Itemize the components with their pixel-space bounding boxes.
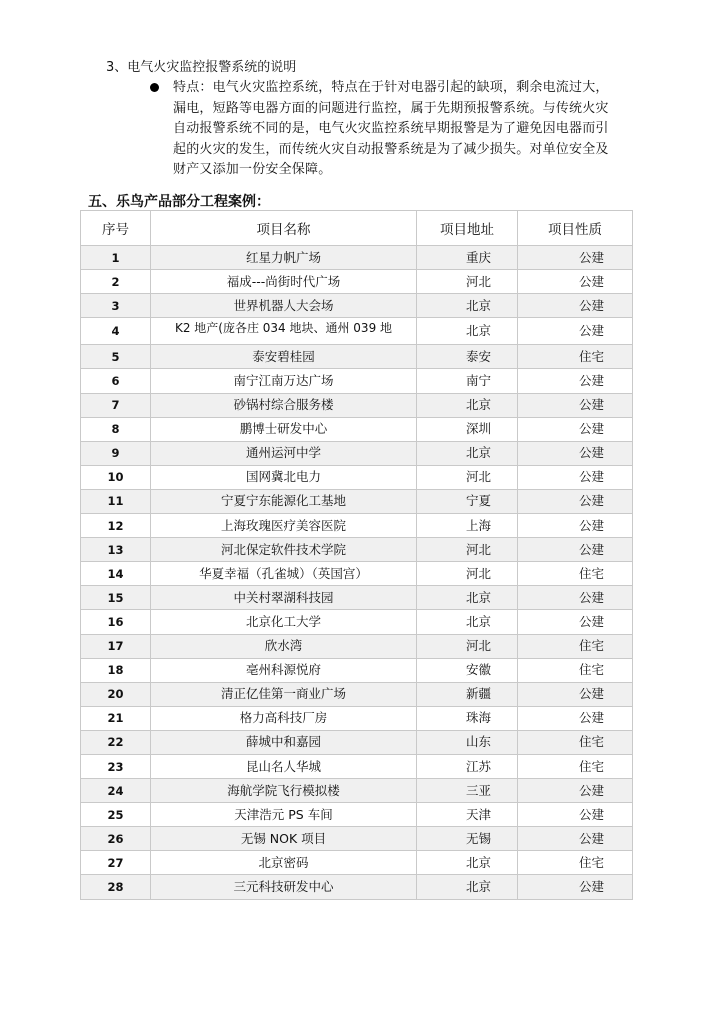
cell-type: 公建 xyxy=(518,586,633,610)
table-row xyxy=(81,706,633,730)
table-row xyxy=(81,803,633,827)
cell-name: 河北保定软件技术学院 xyxy=(151,538,417,562)
cell-type: 公建 xyxy=(518,827,633,851)
cell-address: 安徽 xyxy=(417,658,518,682)
cell-type: 公建 xyxy=(518,489,633,513)
cell-address: 北京 xyxy=(417,294,518,318)
header-address: 项目地址 xyxy=(417,211,518,246)
cell-no: 23 xyxy=(81,754,151,778)
table-row xyxy=(81,246,633,270)
table-row xyxy=(81,634,633,658)
cell-no: 13 xyxy=(81,538,151,562)
cell-no: 26 xyxy=(81,827,151,851)
paragraph-line: 起的火灾的发生，而传统火灾自动报警系统是为了减少损失。对单位安全及 xyxy=(173,141,609,157)
feature-paragraph xyxy=(173,78,609,181)
cell-type: 住宅 xyxy=(518,562,633,586)
paragraph-line: 特点：电气火灾监控系统，特点在于针对电器引起的缺项，剩余电流过大， xyxy=(173,80,609,95)
cell-address: 河北 xyxy=(417,465,518,489)
paragraph-line: 财产又添加一份安全保障。 xyxy=(173,162,332,177)
cell-no: 6 xyxy=(81,369,151,393)
cell-address: 北京 xyxy=(417,318,518,345)
cell-address: 新疆 xyxy=(417,682,518,706)
cell-name: 福成---尚街时代广场 xyxy=(151,270,417,294)
cell-type: 公建 xyxy=(518,514,633,538)
cell-name: 泰安碧桂园 xyxy=(151,345,417,369)
cell-type: 公建 xyxy=(518,875,633,899)
table-row xyxy=(81,586,633,610)
cell-type: 住宅 xyxy=(518,658,633,682)
cell-type: 公建 xyxy=(518,706,633,730)
cell-no: 16 xyxy=(81,610,151,634)
table-row xyxy=(81,514,633,538)
table-row xyxy=(81,562,633,586)
cell-address: 河北 xyxy=(417,562,518,586)
cell-name: 格力高科技厂房 xyxy=(151,706,417,730)
paragraph-line: 漏电，短路等电器方面的问题进行监控，属于先期预报警系统。与传统火灾 xyxy=(173,100,609,116)
cell-type: 公建 xyxy=(518,682,633,706)
table-row xyxy=(81,417,633,441)
table-row xyxy=(81,730,633,754)
cell-no: 25 xyxy=(81,803,151,827)
cell-type: 公建 xyxy=(518,417,633,441)
cell-address: 上海 xyxy=(417,514,518,538)
cell-no: 8 xyxy=(81,417,151,441)
paragraph-line: 自动报警系统不同的是，电气火灾监控系统早期报警是为了避免因电器而引 xyxy=(173,121,609,136)
cell-no: 17 xyxy=(81,634,151,658)
header-no: 序号 xyxy=(81,211,151,246)
cell-name: 欣水湾 xyxy=(151,634,417,658)
cell-address: 深圳 xyxy=(417,417,518,441)
table-row xyxy=(81,538,633,562)
cell-address: 北京 xyxy=(417,875,518,899)
cell-no: 1 xyxy=(81,246,151,270)
table-body xyxy=(81,246,633,900)
table-row xyxy=(81,827,633,851)
project-cases-table xyxy=(80,210,633,900)
cell-type: 住宅 xyxy=(518,851,633,875)
cell-name: 三元科技研发中心 xyxy=(151,875,417,899)
cell-type: 住宅 xyxy=(518,345,633,369)
cell-type: 公建 xyxy=(518,369,633,393)
cell-address: 无锡 xyxy=(417,827,518,851)
cell-no: 18 xyxy=(81,658,151,682)
section-heading: 3、电气火灾监控报警系统的说明 xyxy=(106,60,297,75)
cell-type: 住宅 xyxy=(518,754,633,778)
cell-no: 27 xyxy=(81,851,151,875)
table-row xyxy=(81,318,633,345)
table-row xyxy=(81,294,633,318)
cell-name: 中关村翠湖科技园 xyxy=(151,586,417,610)
cell-no: 20 xyxy=(81,682,151,706)
cell-type: 公建 xyxy=(518,270,633,294)
cell-name: 通州运河中学 xyxy=(151,441,417,465)
table-row xyxy=(81,610,633,634)
cell-address: 北京 xyxy=(417,393,518,417)
cell-name: 南宁江南万达广场 xyxy=(151,369,417,393)
cell-no: 21 xyxy=(81,706,151,730)
cell-type: 公建 xyxy=(518,779,633,803)
bullet-dot-icon xyxy=(150,83,159,92)
cell-name: 北京化工大学 xyxy=(151,610,417,634)
cell-type: 公建 xyxy=(518,318,633,345)
table-row xyxy=(81,393,633,417)
table-row xyxy=(81,875,633,899)
cell-type: 公建 xyxy=(518,294,633,318)
cell-type: 公建 xyxy=(518,803,633,827)
cell-name: 国网冀北电力 xyxy=(151,465,417,489)
cell-name: 华夏幸福（孔雀城）（英国宫） xyxy=(151,562,417,586)
cell-no: 15 xyxy=(81,586,151,610)
cell-type: 住宅 xyxy=(518,730,633,754)
table-row xyxy=(81,851,633,875)
table-row xyxy=(81,658,633,682)
cell-name: 清正亿佳第一商业广场 xyxy=(151,682,417,706)
cell-address: 江苏 xyxy=(417,754,518,778)
cell-address: 北京 xyxy=(417,610,518,634)
cell-name: 薛城中和嘉园 xyxy=(151,730,417,754)
table-row xyxy=(81,779,633,803)
cell-no: 3 xyxy=(81,294,151,318)
cell-no: 7 xyxy=(81,393,151,417)
cell-no: 2 xyxy=(81,270,151,294)
cell-address: 三亚 xyxy=(417,779,518,803)
cell-no: 4 xyxy=(81,318,151,345)
cell-name: K2 地产(庞各庄 034 地块、通州 039 地 xyxy=(151,318,417,345)
cell-name: 世界机器人大会场 xyxy=(151,294,417,318)
cell-no: 10 xyxy=(81,465,151,489)
cell-address: 河北 xyxy=(417,538,518,562)
cell-name: 亳州科源悦府 xyxy=(151,658,417,682)
cell-name: 上海玫瑰医疗美容医院 xyxy=(151,514,417,538)
table-row xyxy=(81,754,633,778)
cell-address: 北京 xyxy=(417,586,518,610)
cell-no: 14 xyxy=(81,562,151,586)
table-row xyxy=(81,345,633,369)
cell-address: 天津 xyxy=(417,803,518,827)
cell-name: 鹏博士研发中心 xyxy=(151,417,417,441)
table-row xyxy=(81,369,633,393)
cell-name: 砂锅村综合服务楼 xyxy=(151,393,417,417)
cell-address: 宁夏 xyxy=(417,489,518,513)
cell-type: 公建 xyxy=(518,538,633,562)
cell-name: 昆山名人华城 xyxy=(151,754,417,778)
cell-no: 24 xyxy=(81,779,151,803)
cell-no: 11 xyxy=(81,489,151,513)
cell-name: 海航学院飞行模拟楼 xyxy=(151,779,417,803)
cell-type: 公建 xyxy=(518,610,633,634)
header-name: 项目名称 xyxy=(151,211,417,246)
cell-address: 河北 xyxy=(417,634,518,658)
cell-name: 无锡 NOK 项目 xyxy=(151,827,417,851)
cell-name: 天津浩元 PS 车间 xyxy=(151,803,417,827)
table-row xyxy=(81,441,633,465)
table-row xyxy=(81,489,633,513)
cell-no: 28 xyxy=(81,875,151,899)
section-title: 五、乐鸟产品部分工程案例： xyxy=(88,194,270,210)
cell-type: 公建 xyxy=(518,246,633,270)
cell-address: 泰安 xyxy=(417,345,518,369)
cell-no: 5 xyxy=(81,345,151,369)
cell-address: 河北 xyxy=(417,270,518,294)
table-row xyxy=(81,465,633,489)
table-row xyxy=(81,270,633,294)
cell-address: 北京 xyxy=(417,441,518,465)
cell-address: 珠海 xyxy=(417,706,518,730)
cell-address: 南宁 xyxy=(417,369,518,393)
cell-type: 公建 xyxy=(518,465,633,489)
cell-name: 红星力帆广场 xyxy=(151,246,417,270)
cell-type: 公建 xyxy=(518,393,633,417)
header-type: 项目性质 xyxy=(518,211,633,246)
cell-no: 12 xyxy=(81,514,151,538)
cell-type: 住宅 xyxy=(518,634,633,658)
cell-name: 宁夏宁东能源化工基地 xyxy=(151,489,417,513)
cell-address: 北京 xyxy=(417,851,518,875)
cell-no: 9 xyxy=(81,441,151,465)
table-header-row xyxy=(81,211,633,246)
table-row xyxy=(81,682,633,706)
cell-type: 公建 xyxy=(518,441,633,465)
cell-name: 北京密码 xyxy=(151,851,417,875)
cell-no: 22 xyxy=(81,730,151,754)
cell-address: 重庆 xyxy=(417,246,518,270)
cell-address: 山东 xyxy=(417,730,518,754)
